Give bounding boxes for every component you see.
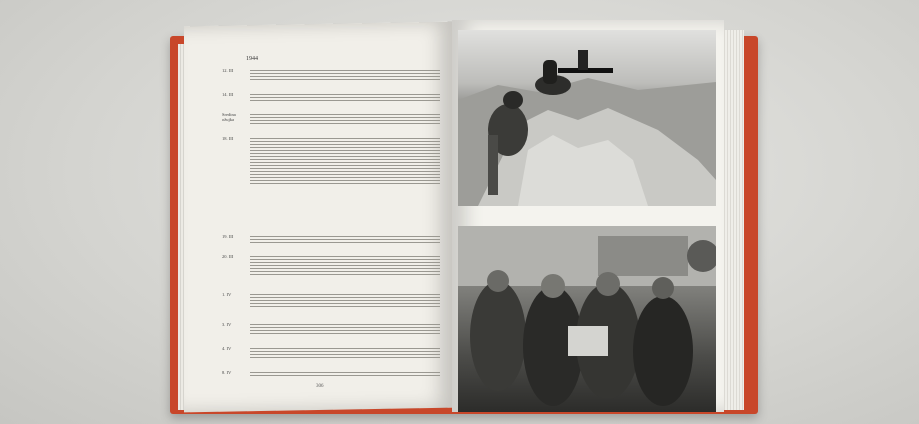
chronology-text: 1944 12. III 14. III Sredina ožujka 18. III 19. III 20. III 1. IV 3. IV 4. IV 8. IV <box>222 46 444 386</box>
page-number: 306 <box>316 384 324 389</box>
year-heading: 1944 <box>246 56 258 62</box>
photo-partisan-group-art <box>458 226 716 412</box>
photo-partisan-group <box>458 226 716 412</box>
photo-soldiers-machine-gun-art <box>458 30 716 206</box>
page-edges-right <box>722 30 744 410</box>
photo-soldiers-machine-gun <box>458 30 716 206</box>
